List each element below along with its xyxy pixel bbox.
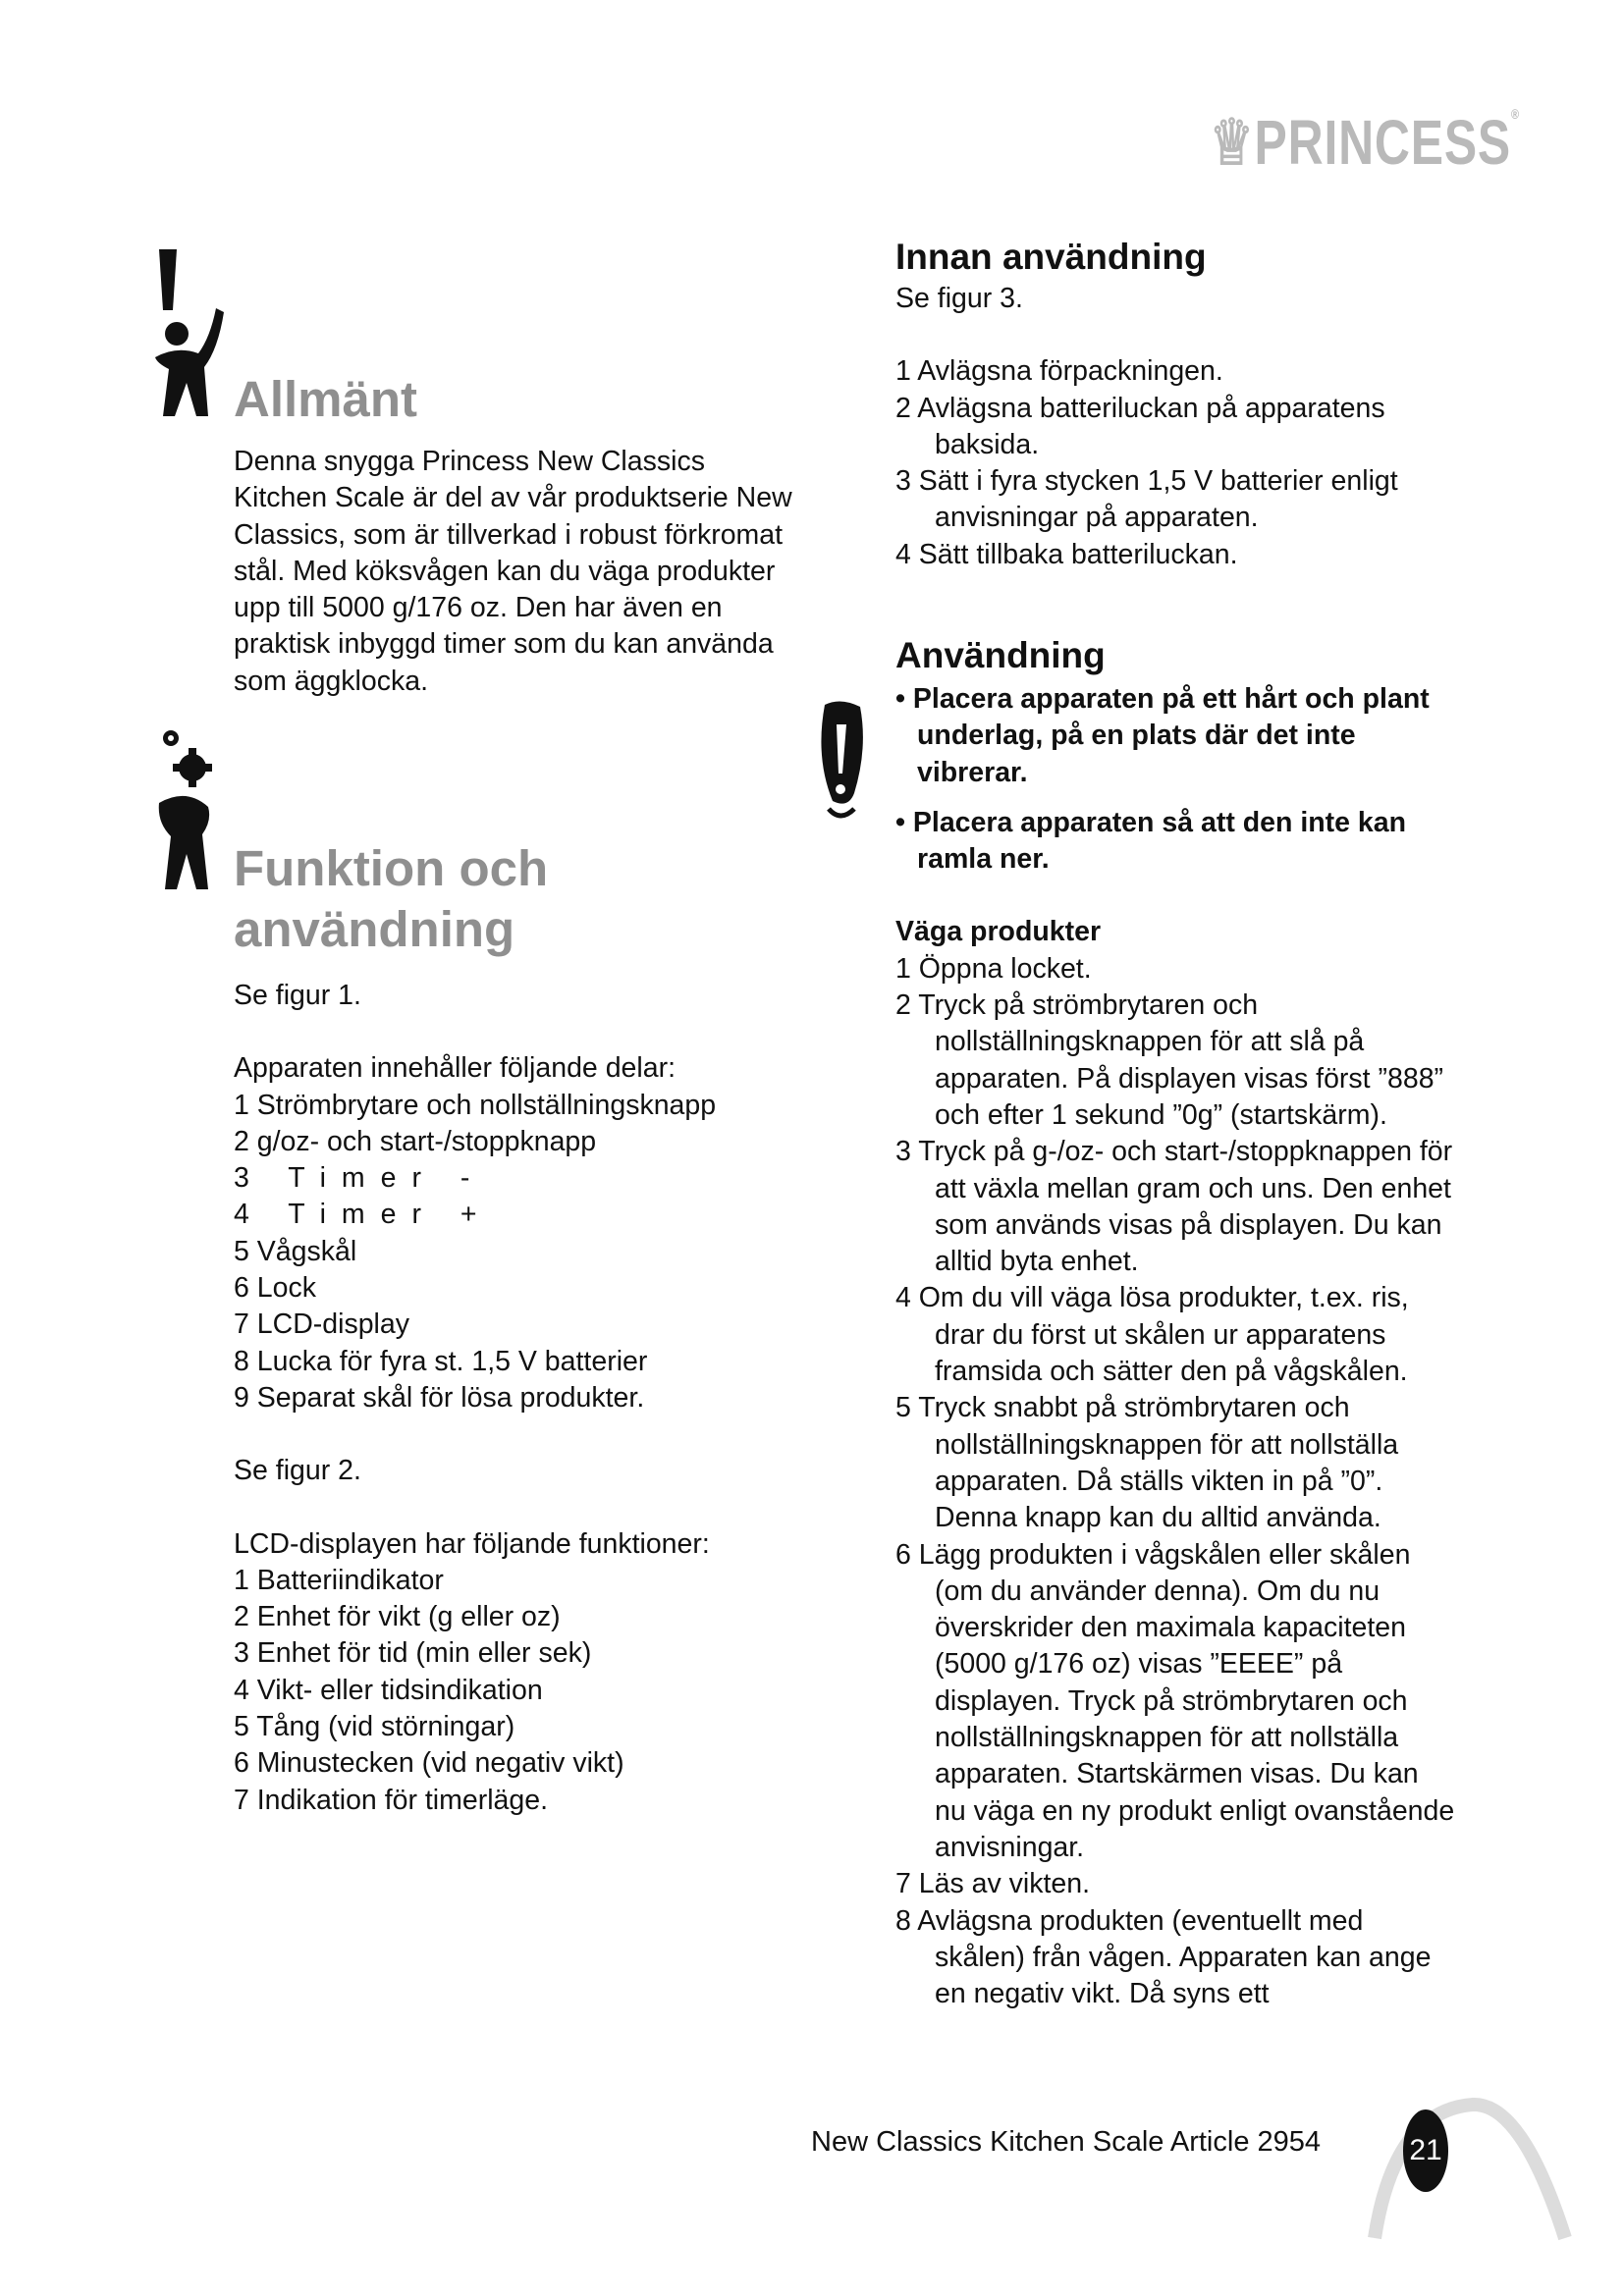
section-allmant: [234, 369, 793, 700]
list-item: 5 Tryck snabbt på strömbrytaren och nollställningsknappen för att nollställa apparaten. Då ställs vikten in på ”0”. Denna knapp kan du alltid använda.: [895, 1392, 1399, 1534]
section-anvandning: [895, 634, 1455, 2012]
list-item: 1 Öppna locket.: [895, 952, 1092, 985]
list-item: 4 Sätt tillbaka batteriluckan.: [895, 538, 1238, 570]
vaga-steps-list: [895, 951, 1455, 2013]
section-innan: [895, 236, 1455, 573]
parts-list: [234, 1088, 793, 1417]
heading-funktion-line2: användning: [234, 901, 515, 957]
heading-innan: Innan användning: [895, 237, 1207, 277]
allmant-paragraph: Denna snygga Princess New Classics Kitchen Scale är del av vår produktserie New Classics, som är tillverkad i robust förkromat stål. Med köksvågen kan du väga produkter upp till 5000 g/176 oz. Den har även en praktisk inbyggd timer som du kan använda som äggklocka.: [234, 446, 792, 697]
section-funktion: [234, 838, 793, 1819]
see-figure-2: Se figur 2.: [234, 1455, 361, 1487]
vaga-heading: Väga produkter: [895, 916, 1102, 948]
parts-intro: Apparaten innehåller följande delar:: [234, 1052, 676, 1085]
list-item: 2 g/oz- och start-/stoppknapp: [234, 1125, 597, 1157]
list-item: 7 Läs av vikten.: [895, 1868, 1091, 1900]
list-item: 6 Lock: [234, 1272, 316, 1305]
list-item: 4 Vikt- eller tidsindikation: [234, 1674, 543, 1706]
warning-exclamation-icon: [811, 699, 870, 827]
heading-anvandning: Användning: [895, 635, 1106, 675]
page-number-badge: 21: [1403, 2109, 1448, 2192]
heading-funktion-line1: Funktion och: [234, 840, 549, 896]
list-item: 4 Om du vill väga lösa produkter, t.ex. ris, drar du först ut skålen ur apparatens framsida och sätter den på vågskålen.: [895, 1282, 1409, 1388]
list-item: 5 Tång (vid störningar): [234, 1711, 515, 1743]
see-figure-3: Se figur 3.: [895, 283, 1023, 314]
list-item: 5 Vågskål: [234, 1235, 357, 1267]
logo-text: PRINCESS: [1254, 107, 1511, 178]
decorative-arc: [1355, 2091, 1581, 2248]
list-item: 3 Timer -: [234, 1162, 486, 1195]
registered-icon: ®: [1510, 106, 1520, 122]
see-figure-1: Se figur 1.: [234, 980, 361, 1011]
list-item: 1 Batteriindikator: [234, 1564, 444, 1596]
list-item: 6 Minustecken (vid negativ vikt): [234, 1747, 624, 1780]
list-item: 2 Avlägsna batteriluckan på apparatens baksida.: [895, 392, 1385, 460]
list-item: 9 Separat skål för lösa produkter.: [234, 1381, 645, 1414]
list-item: 4 Timer +: [234, 1199, 493, 1231]
innan-steps-list: [895, 353, 1455, 573]
list-item: 3 Sätt i fyra stycken 1,5 V batterier enligt anvisningar på apparaten.: [895, 465, 1398, 534]
heading-allmant: Allmänt: [234, 371, 418, 427]
exclamation-figure-icon: [147, 247, 226, 424]
list-item: 8 Avlägsna produkten (eventuellt med skålen) från vågen. Apparaten kan ange en negativ vikt. Då syns ett: [895, 1904, 1432, 2010]
list-item: 3 Tryck på g-/oz- och start-/stoppknappen för att växla mellan gram och uns. Den enhet som används visas på displayen. Du kan alltid byta enhet.: [895, 1136, 1453, 1278]
list-item: 1 Avlägsna förpackningen.: [895, 355, 1223, 388]
list-item: 6 Lägg produkten i vågskålen eller skålen (om du använder denna). Om du nu överskrider den maximala kapaciteten (5000 g/176 oz) visas ”EEEE” på displayen. Tryck på strömbrytaren och nollställningsknappen för att nollställa apparaten. Startskärmen visas. Du kan nu väga en ny produkt enligt ovanstående anvisningar.: [895, 1538, 1455, 1863]
lcd-intro: LCD-displayen har följande funktioner:: [234, 1527, 710, 1560]
list-item: 7 LCD-display: [234, 1308, 409, 1341]
list-item: 2 Tryck på strömbrytaren och nollställningsknappen för att slå på apparaten. På displayen visas först ”888” och efter 1 sekund ”0g” (startskärm).: [895, 989, 1444, 1131]
gear-figure-icon: [147, 728, 226, 895]
princess-logo: [1210, 106, 1520, 180]
footer-text: New Classics Kitchen Scale Article 2954: [811, 2126, 1322, 2158]
list-item: 2 Enhet för vikt (g eller oz): [234, 1601, 561, 1633]
warning-item: • Placera apparaten så att den inte kan ramla ner.: [895, 806, 1407, 876]
lcd-functions-list: [234, 1563, 793, 1819]
warning-item: • Placera apparaten på ett hårt och plant underlag, på en plats där det inte vibrerar.: [895, 683, 1430, 788]
list-item: 1 Strömbrytare och nollställningsknapp: [234, 1089, 717, 1121]
list-item: 3 Enhet för tid (min eller sek): [234, 1637, 592, 1670]
logo-crown-icon: ♕: [1210, 107, 1255, 178]
list-item: 8 Lucka för fyra st. 1,5 V batterier: [234, 1345, 648, 1377]
list-item: 7 Indikation för timerläge.: [234, 1784, 548, 1816]
